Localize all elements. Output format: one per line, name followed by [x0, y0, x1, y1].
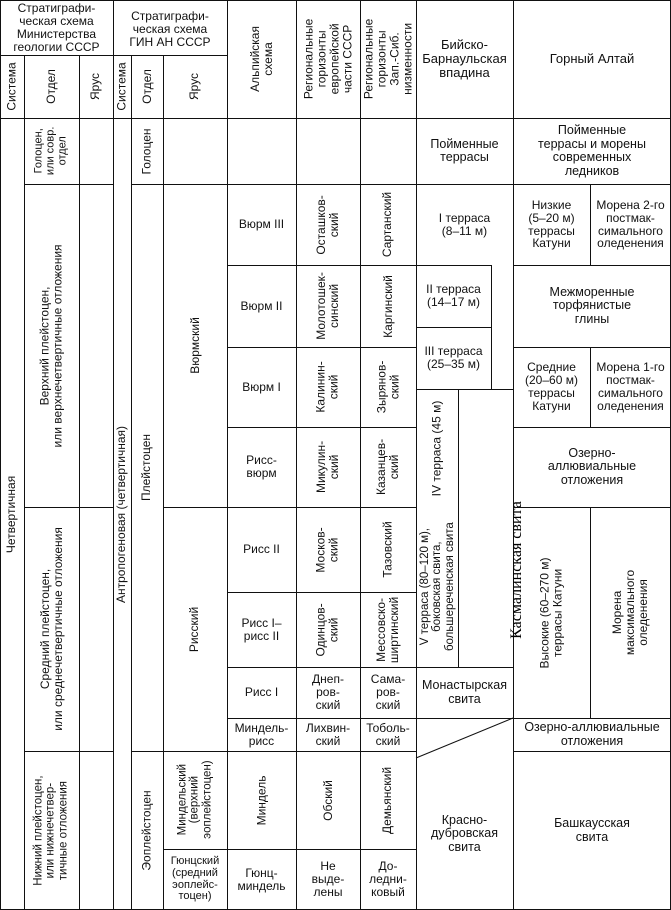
alpine-row: Рисс- вюрм	[246, 453, 277, 480]
gin-riss-stage: Рисский	[187, 606, 202, 652]
ministry-stage-header: Ярус	[88, 72, 103, 101]
biysk-terrace-2: II терраса (14–17 м)	[426, 282, 481, 309]
altai-moraine-1: Морена 1-го постмак- симального оледенения	[596, 360, 665, 413]
wsib-horizon: Сама- ров- ский	[370, 672, 406, 712]
alpine-row: Вюрм II	[240, 298, 283, 313]
altai-lake-alluvial: Озерно- аллювиальные отложения	[547, 445, 637, 487]
altai-moraine-2: Морена 2-го постмак- симального оледенения	[596, 197, 665, 251]
gin-system-anthropogene: Антропогеновая (четвертичная)	[114, 425, 129, 603]
gin-eopleistocene: Эоплейстоцен	[139, 790, 154, 871]
biysk-krasnodubrov-suite: Красно- дубровская свита	[431, 812, 498, 854]
wsib-horizon: До- ледни- ковый	[369, 859, 407, 899]
gin-gunz-stage: Гюнцский (средний эоплейс- тоцен)	[170, 854, 220, 903]
wsib-horizon: Мессовско- ширтинский	[374, 596, 402, 663]
biysk-terrace-1: I терраса (8–11 м)	[438, 210, 491, 238]
altai-low-terraces: Низкие (5–20 м) террасы Катуни	[528, 197, 575, 251]
europe-horizon: Калинин- ский	[314, 361, 341, 413]
biysk-floodplain-terraces: Пойменные террасы	[430, 136, 499, 164]
ministry-system-header: Система	[4, 62, 19, 111]
gin-holocene-stage	[163, 118, 227, 184]
biysk-kasmalin-suite: Касмалинская свита	[508, 501, 526, 639]
europe-horizon: Днеп- ров- ский	[312, 672, 344, 712]
biysk-monastyr-suite: Монастырская свита	[422, 678, 507, 706]
alpine-row: Гюнц- миндель	[237, 865, 286, 893]
alpine-row: Вюрм III	[238, 217, 285, 232]
alpine-row: Вюрм I	[242, 379, 281, 394]
ministry-division-header: Отдел	[44, 69, 59, 104]
biysk-header: Бийско- Барнаульская впадина	[422, 36, 507, 81]
regional-wsib-header: Региональные горизонты Зап.-Сиб. низменности	[361, 18, 414, 100]
biysk-terrace-3: III терраса (25–35 м)	[424, 344, 483, 371]
ministry-holocene: Голоцен, или совр. отдел	[32, 126, 69, 176]
ministry-upper-pleistocene: Верхний плейстоцен, или верхнечетвертичные отложения	[37, 243, 65, 448]
wsib-horizon: Демьянский	[380, 766, 395, 834]
alpine-row: Миндель- рисс	[234, 720, 289, 748]
altai-max-moraine: Морена максимального оледенения	[610, 569, 650, 656]
europe-horizon: Микулин- ский	[314, 440, 341, 494]
gin-scheme-header: Стратиграфи- ческая схема ГИН АН СССР	[129, 9, 211, 49]
ministry-lower-pleistocene: Нижний плейстоцен, или нижнечетвер- тичные отложения	[32, 775, 70, 886]
gin-pleistocene: Плейстоцен	[139, 433, 154, 502]
wsib-horizon: Сартанский	[380, 191, 395, 258]
regional-europe-header: Региональные горизонты европейской части СССР	[301, 18, 354, 100]
biysk-terrace-4: IV терраса (45 м)	[429, 400, 444, 496]
europe-horizon: Москов- ский	[314, 526, 341, 573]
altai-peaty-clays: Межморенные торфянистые глины	[549, 284, 635, 326]
europe-horizon: Одинцов- ский	[314, 602, 341, 657]
wsib-horizon: Казанцев- ский	[374, 438, 401, 496]
europe-horizon: Лихвин- ский	[305, 720, 351, 748]
europe-horizon: Не выде- лены	[311, 859, 345, 899]
ministry-middle-pleistocene: Средний плейстоцен, или среднечетвертичные отложения	[37, 527, 65, 731]
alpine-scheme-header: Альпийская схема	[247, 26, 275, 92]
altai-header: Горный Алтай	[549, 50, 635, 66]
altai-middle-terraces: Средние (20–60 м) террасы Катуни	[525, 360, 578, 413]
wsib-horizon: Тоболь- ский	[366, 720, 410, 748]
ministry-system-quaternary: Четвертичная	[4, 475, 19, 553]
alpine-row: Рисс I	[244, 685, 279, 700]
europe-horizon: Обский	[320, 779, 335, 821]
europe-horizon: Молотошек- синский	[314, 272, 342, 340]
altai-bashkaus-suite: Башкаусская свита	[554, 816, 630, 844]
alpine-row: Рисс II	[243, 542, 280, 557]
gin-mindel-stage: Миндельский (верхний эоплейстоцен)	[176, 760, 214, 840]
wsib-horizon: Каргинский	[380, 274, 395, 338]
gin-stage-header: Ярус	[187, 72, 202, 101]
altai-floodplain-moraines: Пойменные террасы и морены современных ледников	[538, 123, 646, 178]
gin-wurm-stage: Вюрмский	[187, 317, 202, 374]
gin-division-header: Отдел	[139, 69, 154, 104]
altai-lake-alluvial-2: Озерно-аллювиальные отложения	[524, 720, 660, 748]
gin-holocene-division: Голоцен	[139, 128, 154, 174]
altai-high-terraces: Высокие (60–270 м) террасы Катуни	[537, 556, 565, 669]
ministry-scheme-header: Стратиграфи- ческая схема Министерства геологии СССР	[13, 1, 100, 54]
europe-horizon: Осташков- ский	[314, 194, 341, 255]
biysk-terrace-5: V терраса (80–120 м), боковская свита, большереченская свита	[418, 522, 456, 652]
gin-system-header: Система	[114, 62, 129, 111]
wsib-horizon: Тазовский	[380, 521, 395, 578]
alpine-row: Миндель	[254, 775, 269, 825]
wsib-horizon: Зырянов- ский	[374, 360, 401, 414]
alpine-row: Рисс I– рисс II	[241, 615, 282, 643]
